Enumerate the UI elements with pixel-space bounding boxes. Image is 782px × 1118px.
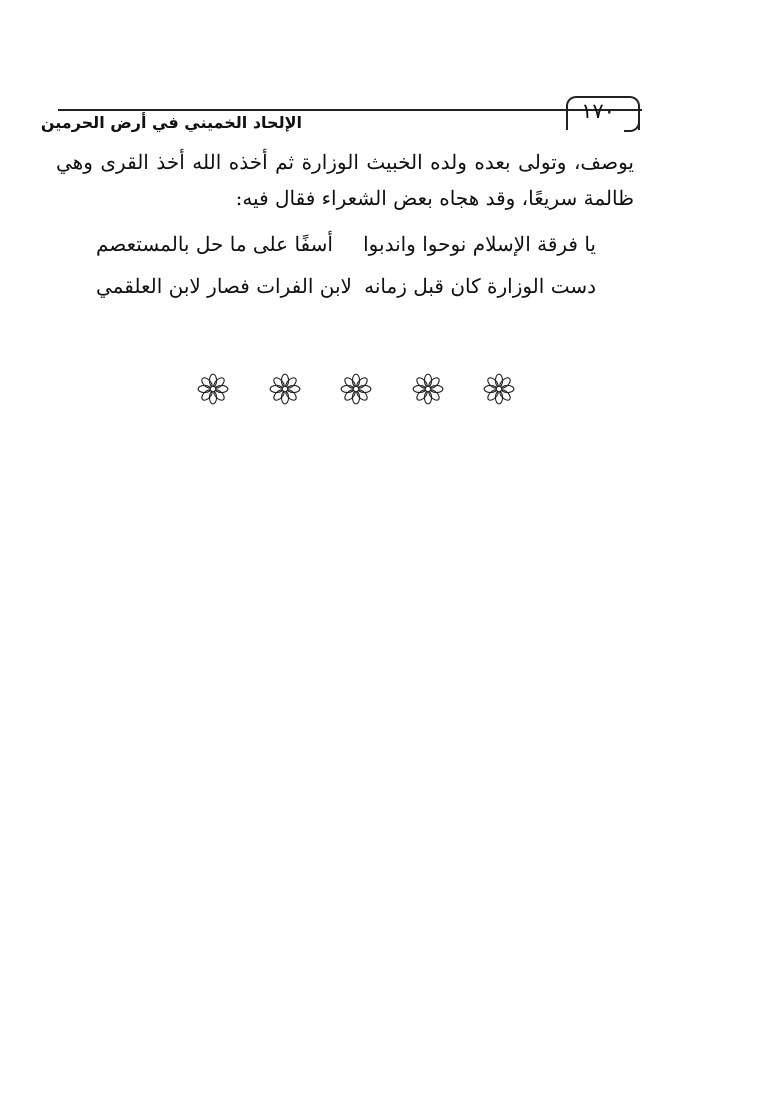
header-rule <box>58 109 642 111</box>
poem-hemistich-first: دست الوزارة كان قبل زمانه <box>364 274 596 298</box>
poem-hemistich-second: أسفًا على ما حل بالمستعصم <box>96 232 333 256</box>
body-paragraph <box>56 144 634 216</box>
flower-ornament-icon <box>482 372 516 406</box>
flower-ornament-icon <box>268 372 302 406</box>
poem <box>96 232 596 316</box>
poem-hemistich-first: يا فرقة الإسلام نوحوا واندبوا <box>363 232 596 256</box>
body-line: يوصف، وتولى بعده ولده الخبيث الوزارة ثم أخذه الله أخذ القرى وهي <box>56 150 634 174</box>
body-line: ظالمة سريعًا، وقد هجاه بعض الشعراء فقال فيه: <box>235 186 634 210</box>
flower-ornament-icon <box>196 372 230 406</box>
running-header-title: الإلحاد الخميني في أرض الحرمين <box>40 113 302 132</box>
section-ornaments <box>196 372 516 412</box>
poem-verse <box>96 274 596 316</box>
poem-verse <box>96 232 596 274</box>
poem-hemistich-second: لابن الفرات فصار لابن العلقمي <box>96 274 352 298</box>
flower-ornament-icon <box>411 372 445 406</box>
flower-ornament-icon <box>339 372 373 406</box>
page-number: ١٧٠ <box>581 99 615 123</box>
